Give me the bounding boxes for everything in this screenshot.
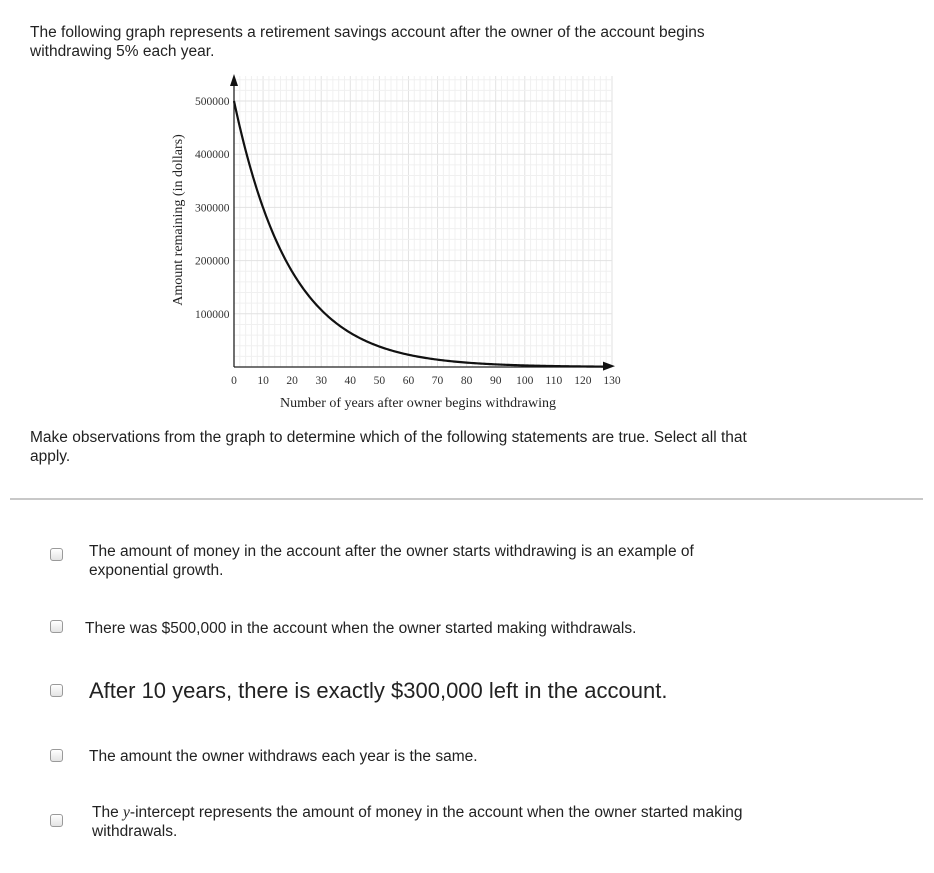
instructions: Make observations from the graph to determine which of the following statements are true. Select all that apply. xyxy=(30,429,747,465)
chart-svg xyxy=(160,68,630,418)
option-3-label: After 10 years, there is exactly $300,000 left in the account. xyxy=(89,678,668,703)
option-5-label xyxy=(92,803,792,841)
x-tick-label: 120 xyxy=(574,375,592,387)
x-tick-label: 60 xyxy=(402,375,415,387)
x-tick-label: 80 xyxy=(460,375,473,387)
x-tick-label: 0 xyxy=(231,375,237,387)
retirement-savings-chart xyxy=(160,68,630,418)
option-2-label: There was $500,000 in the account when the owner started making withdrawals. xyxy=(85,620,637,637)
option-5-text-after: -intercept represents the amount of money in the account when the owner started making withdrawals. xyxy=(92,804,743,840)
y-axis-title: Amount remaining (in dollars) xyxy=(171,134,186,306)
x-tick-label: 30 xyxy=(315,375,327,387)
option-2-checkbox[interactable] xyxy=(50,620,63,633)
x-tick-label: 110 xyxy=(545,375,563,387)
x-tick-label: 100 xyxy=(516,375,534,387)
x-tick-label: 40 xyxy=(344,375,357,387)
y-tick-label: 300000 xyxy=(195,202,230,215)
x-tick-label: 10 xyxy=(257,375,269,387)
x-tick-label: 130 xyxy=(603,375,621,387)
y-tick-label: 500000 xyxy=(195,96,230,108)
question-intro: The following graph represents a retirement savings account after the owner of the account begins withdrawing 5% each year. xyxy=(30,24,705,60)
y-tick-label: 400000 xyxy=(195,149,230,162)
x-tick-label: 90 xyxy=(489,375,502,387)
option-4-checkbox[interactable] xyxy=(50,749,63,762)
option-5-variable: y xyxy=(123,804,130,821)
y-tick-label: 200000 xyxy=(195,255,230,268)
plot-area xyxy=(234,76,612,367)
option-1-checkbox[interactable] xyxy=(50,548,63,561)
y-tick-label: 100000 xyxy=(195,308,230,321)
divider xyxy=(10,498,923,500)
option-1-label: The amount of money in the account after the owner starts withdrawing is an example of exponential growth. xyxy=(89,543,694,579)
x-tick-label: 20 xyxy=(286,375,298,387)
x-tick-label: 70 xyxy=(431,375,444,387)
option-4-label: The amount the owner withdraws each year is the same. xyxy=(89,748,478,765)
x-axis-title: Number of years after owner begins withdrawing xyxy=(279,396,557,411)
option-3-checkbox[interactable] xyxy=(50,684,63,697)
option-5-checkbox[interactable] xyxy=(50,814,63,827)
option-5-text-before: The xyxy=(92,804,124,821)
x-tick-label: 50 xyxy=(373,375,386,387)
